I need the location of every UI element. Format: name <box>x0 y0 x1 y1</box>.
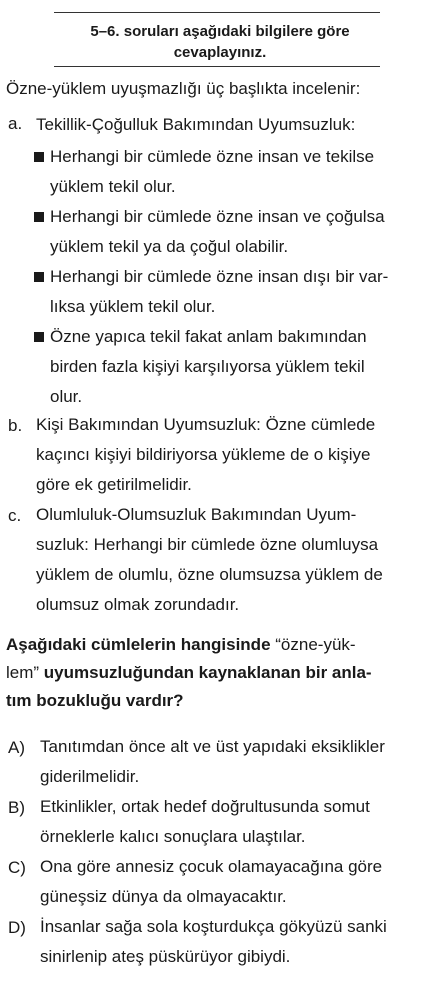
bullet-square-icon <box>34 272 44 282</box>
bullet-square-icon <box>34 332 44 342</box>
header-line-2: cevaplayınız. <box>173 44 267 61</box>
section-a-label: a. <box>8 114 23 133</box>
section-c-label: c. <box>8 506 22 525</box>
section-a-bullet-4: Özne yapıca tekil fakat anlam bakımından birden fazla kişiyi karşılıyorsa yüklem tekil olur. <box>50 327 367 406</box>
option-c-letter[interactable]: C) <box>8 858 26 877</box>
section-a-title: Tekillik-Çoğulluk Bakımından Uyumsuzluk: <box>36 115 356 134</box>
option-d-letter[interactable]: D) <box>8 918 26 937</box>
header-line-1: 5–6. soruları aşağıdaki bilgilere göre <box>90 23 350 40</box>
section-a-bullet-1: Herhangi bir cümlede özne insan ve tekilse yüklem tekil olur. <box>50 147 375 196</box>
section-header <box>40 21 400 63</box>
bullet-square-icon <box>34 212 44 222</box>
header-bottom-rule <box>54 66 380 67</box>
option-b-letter[interactable]: B) <box>8 798 25 817</box>
section-b-label: b. <box>8 416 23 435</box>
section-b-text: Kişi Bakımından Uyumsuzluk: Özne cümlede kaçıncı kişiyi bildiriyorsa yükleme de o kişiye göre ek getirilmelidir. <box>36 415 376 494</box>
top-rule <box>54 12 380 13</box>
section-a-bullet-2: Herhangi bir cümlede özne insan ve çoğulsa yüklem tekil ya da çoğul olabilir. <box>50 207 385 256</box>
bullet-square-icon <box>34 152 44 162</box>
intro-text: Özne-yüklem uyuşmazlığı üç başlıkta incelenir: <box>6 79 361 98</box>
section-a-bullet-3: Herhangi bir cümlede özne insan dışı bir var- lıksa yüklem tekil olur. <box>50 267 389 316</box>
question-stem: Aşağıdaki cümlelerin hangisinde “özne-yük- lem” uyumsuzluğundan kaynaklanan bir anla- tım bozukluğu vardır? <box>6 635 372 710</box>
option-d[interactable]: İnsanlar sağa sola koşturdukça gökyüzü sanki sinirlenip ateş püskürüyor gibiydi. <box>40 917 387 966</box>
option-a-letter[interactable]: A) <box>8 738 25 757</box>
option-b[interactable]: Etkinlikler, ortak hedef doğrultusunda somut örneklerle kalıcı sonuçlara ulaştılar. <box>40 797 370 846</box>
option-c[interactable]: Ona göre annesiz çocuk olamayacağına göre güneşsiz dünya da olmayacaktır. <box>40 857 383 906</box>
option-a[interactable]: Tanıtımdan önce alt ve üst yapıdaki eksiklikler giderilmelidir. <box>40 737 385 786</box>
section-c-text: Olumluluk-Olumsuzluk Bakımından Uyum- suzluk: Herhangi bir cümlede özne olumluysa yüklem de olumlu, özne olumsuzsa yüklem de olumsuz olmak zorundadır. <box>36 505 383 614</box>
